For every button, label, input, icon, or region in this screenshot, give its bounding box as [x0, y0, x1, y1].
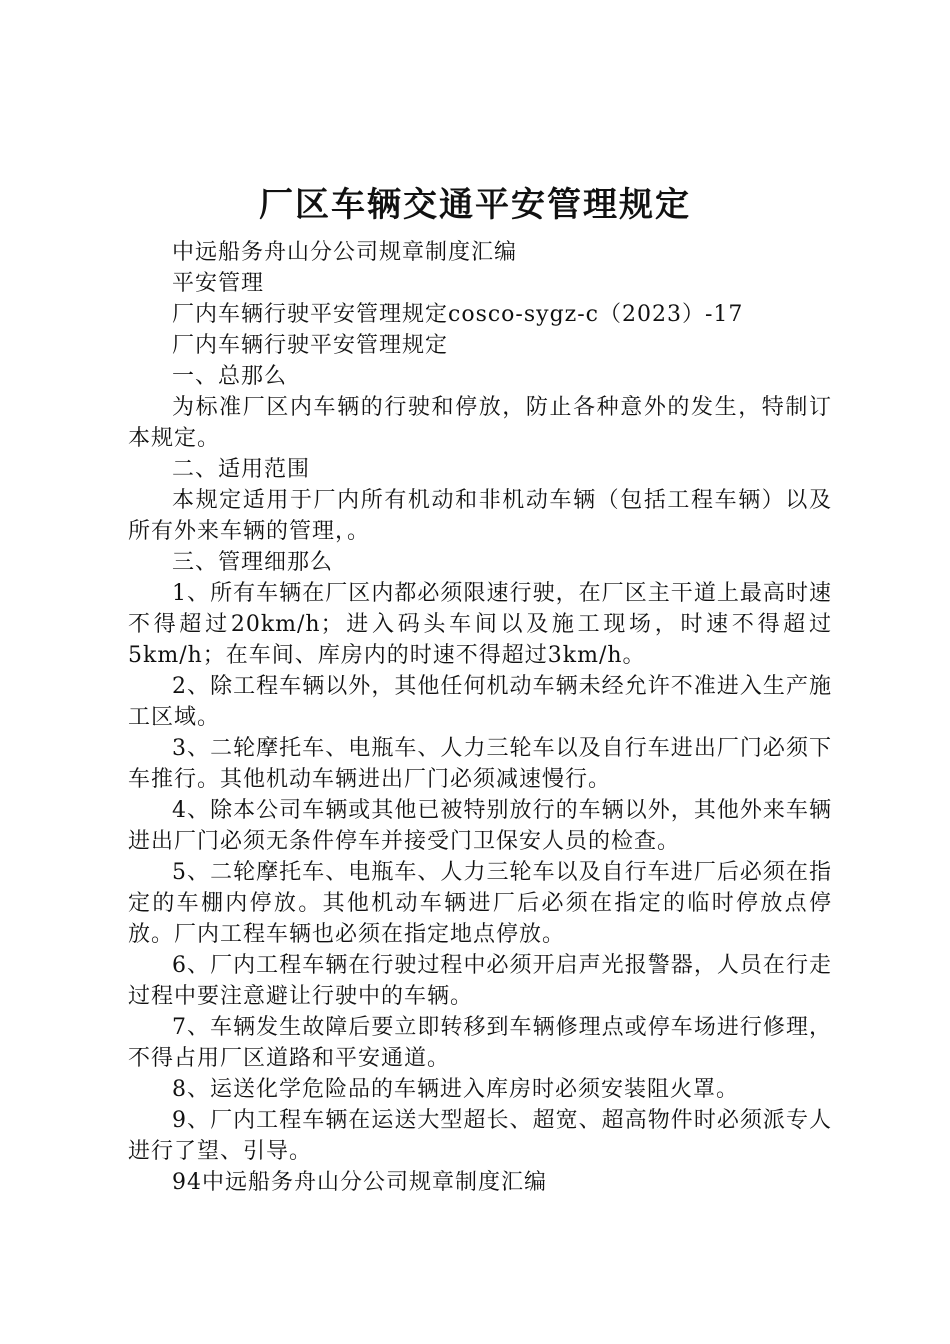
section-heading-scope: 二、适用范围 [172, 457, 311, 482]
paragraph-company-header: 中远船务舟山分公司规章制度汇编 [172, 240, 518, 265]
section-heading-general: 一、总那么 [172, 364, 288, 389]
document-title: 厂区车辆交通平安管理规定 [259, 185, 691, 225]
paragraph-subtitle: 厂内车辆行驶平安管理规定 [172, 333, 449, 358]
paragraph-doc-code: 厂内车辆行驶平安管理规定cosco-sygz-c（2023）-17 [172, 302, 744, 327]
section-heading-rules: 三、管理细那么 [172, 550, 334, 575]
paragraph-category: 平安管理 [172, 271, 265, 296]
rule-item-1: 1、所有车辆在厂区内都必须限速行驶，在厂区主干道上最高时速不得超过20km/h；进入码头车间以及施工现场，时速不得超过5km/h；在车间、库房内的时速不得超过3km/h。 [128, 581, 832, 668]
rule-item-9: 9、厂内工程车辆在运送大型超长、超宽、超高物件时必须派专人进行了望、引导。 [128, 1108, 832, 1164]
rule-item-2: 2、除工程车辆以外，其他任何机动车辆未经允许不准进入生产施工区域。 [128, 674, 832, 730]
paragraph-scope: 本规定适用于厂内所有机动和非机动车辆（包括工程车辆）以及所有外来车辆的管理，。 [128, 488, 832, 544]
page-footer-note: 94中远船务舟山分公司规章制度汇编 [172, 1170, 547, 1195]
rule-item-7: 7、车辆发生故障后要立即转移到车辆修理点或停车场进行修理，不得占用厂区道路和平安通道。 [128, 1015, 832, 1071]
paragraph-purpose: 为标准厂区内车辆的行驶和停放，防止各种意外的发生，特制订本规定。 [128, 395, 832, 451]
document-body [128, 237, 832, 1198]
rule-item-6: 6、厂内工程车辆在行驶过程中必须开启声光报警器，人员在行走过程中要注意避让行驶中的车辆。 [128, 953, 832, 1009]
rule-item-8: 8、运送化学危险品的车辆进入库房时必须安装阻火罩。 [172, 1077, 739, 1102]
rule-item-4: 4、除本公司车辆或其他已被特别放行的车辆以外，其他外来车辆进出厂门必须无条件停车并接受门卫保安人员的检查。 [128, 798, 832, 854]
rule-item-3: 3、二轮摩托车、电瓶车、人力三轮车以及自行车进出厂门必须下车推行。其他机动车辆进出厂门必须减速慢行。 [128, 736, 832, 792]
rule-item-5: 5、二轮摩托车、电瓶车、人力三轮车以及自行车进厂后必须在指定的车棚内停放。其他机动车辆进厂后必须在指定的临时停放点停放。厂内工程车辆也必须在指定地点停放。 [128, 860, 832, 947]
